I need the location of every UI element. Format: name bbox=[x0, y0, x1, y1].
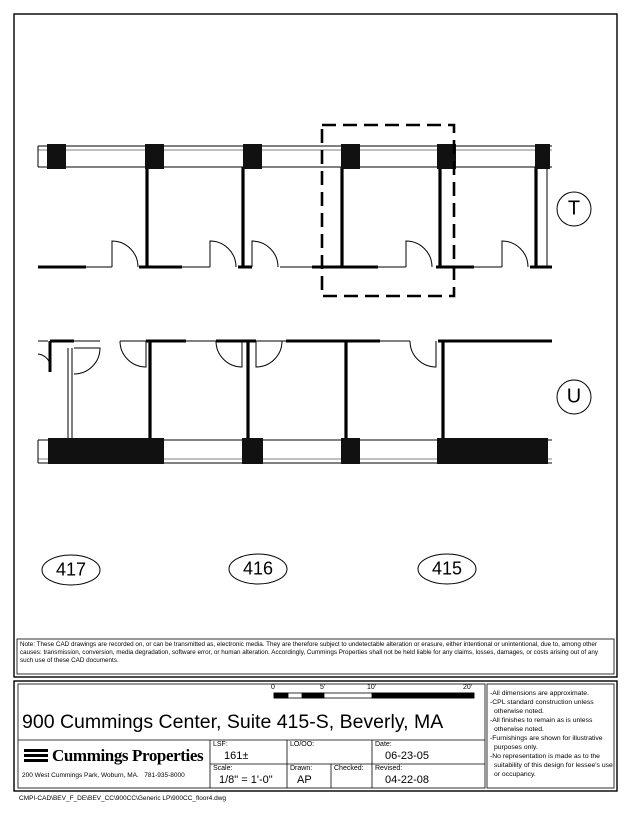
date-value: 06-23-05 bbox=[385, 750, 430, 762]
scale-value: 1/8" = 1'-0" bbox=[219, 774, 273, 786]
scale-tick-10: 10' bbox=[367, 684, 377, 691]
drawing-title: 900 Cummings Center, Suite 415-S, Beverly, MA bbox=[22, 711, 444, 733]
disclaimer-list bbox=[490, 689, 614, 779]
company-phone: 781-935-8000 bbox=[144, 772, 185, 779]
row-u-columns bbox=[48, 438, 548, 464]
cad-note: Note: These CAD drawings are recorded on, or can be transmitted as, electronic media. They are therefore subject to undetectable alteration or erasure, either intentional or unintentional, due to, among other causes: transmission, conversion, media degradation, software error, or human alteration. Accordingly, Cummings Properties shall not be held liable for any claims, losses, damages, or costs arising out of any such use of these CAD documents. bbox=[20, 641, 599, 664]
disclaimer-item: -All finishes to remain as is unless otherwise noted. bbox=[490, 717, 593, 733]
row-t-walls bbox=[38, 146, 552, 267]
date-label: Date: bbox=[375, 741, 392, 748]
file-path: CMPI-CAD\BEV_F_DE\BEV_CC\900CC\Generic LP\900CC_floor4.dwg bbox=[19, 795, 227, 802]
checked-label: Checked: bbox=[334, 765, 364, 772]
column-label-u: U bbox=[566, 385, 582, 408]
disclaimer-item: -All dimensions are approximate. bbox=[490, 690, 589, 697]
unit-label-417: 417 bbox=[55, 559, 87, 580]
loo-label: LO/OO: bbox=[290, 741, 315, 748]
drawn-label: Drawn: bbox=[290, 765, 313, 772]
revised-value: 04-22-08 bbox=[385, 774, 430, 786]
company-name: Cummings Properties bbox=[52, 746, 204, 765]
drawn-value: AP bbox=[297, 774, 312, 786]
scale-tick-5: 5' bbox=[320, 684, 326, 691]
lsf-label: LSF: bbox=[213, 741, 228, 748]
lsf-value: 161± bbox=[224, 750, 249, 762]
disclaimer-item: -Furnishings are shown for illustrative purposes only. bbox=[490, 735, 603, 751]
disclaimer-item: -No representation is made as to the suitability of this design for lessee's use or occupancy. bbox=[490, 753, 613, 778]
company-address: 200 West Cummings Park, Woburn, MA. 781-935-8000 bbox=[22, 772, 185, 779]
revised-label: Revised: bbox=[375, 765, 403, 772]
scale-label: Scale: bbox=[213, 765, 233, 772]
unit-label-416: 416 bbox=[242, 558, 274, 579]
company-logo-icon bbox=[24, 749, 48, 762]
scale-tick-20: 20' bbox=[463, 684, 473, 691]
scale-tick-0: 0 bbox=[271, 684, 275, 691]
scale-bar bbox=[274, 693, 474, 698]
disclaimer-item: -CPL standard construction unless otherwise noted. bbox=[490, 699, 594, 715]
column-label-t: T bbox=[567, 197, 581, 220]
row-t-columns bbox=[47, 144, 550, 169]
unit-label-415: 415 bbox=[431, 558, 463, 579]
